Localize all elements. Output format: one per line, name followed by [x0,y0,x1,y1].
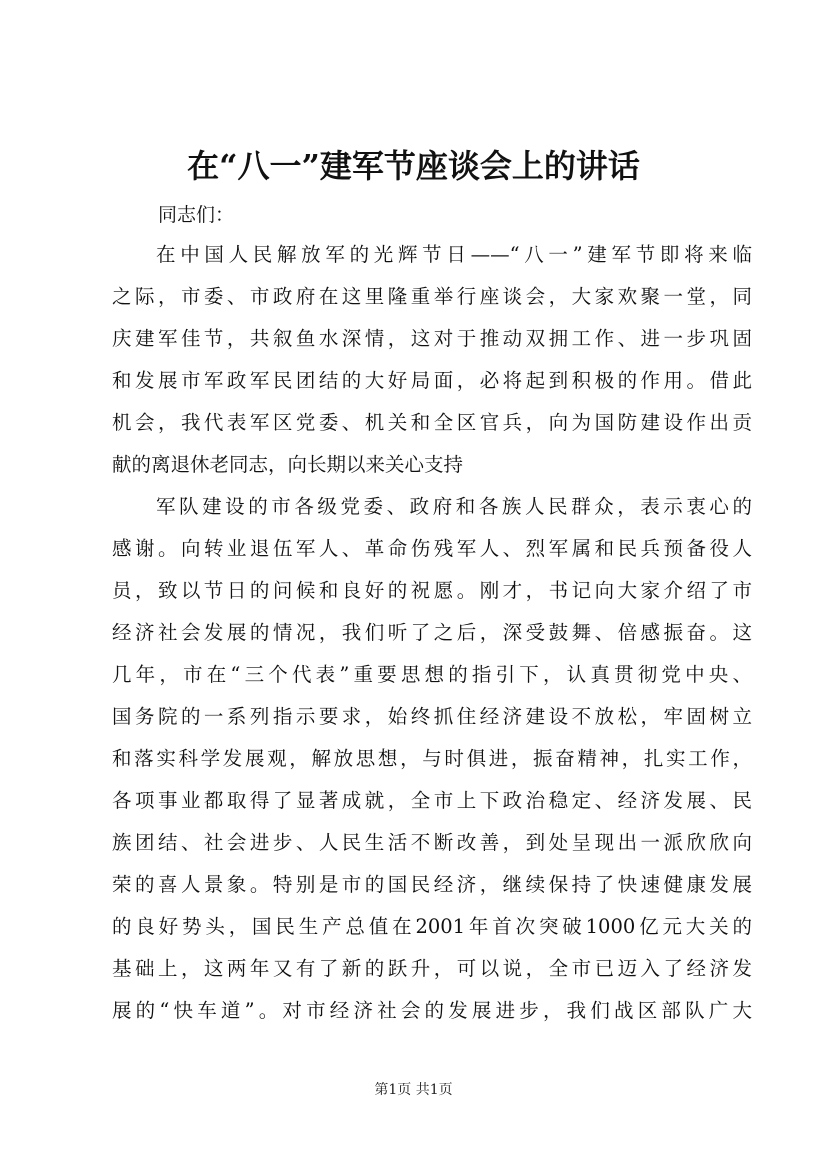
body-line: 族团结、社会进步、人民生活不断改善，到处呈现出一派欣欣向 [112,831,752,854]
page-title: 在“八一”建军节座谈会上的讲话 [187,147,640,185]
body-line: 各项事业都取得了显著成就，全市上下政治稳定、经济发展、民 [112,789,752,812]
body-line: 在中国人民解放军的光辉节日——“八一”建军节即将来临 [156,243,752,266]
salutation: 同志们： [158,204,235,226]
body-line: 献的离退休老同志，向长期以来关心支持 [112,453,464,476]
body-line: 之际，市委、市政府在这里隆重举行座谈会，大家欢聚一堂，同 [112,285,752,308]
body-line: 经济社会发展的情况，我们听了之后，深受鼓舞、倍感振奋。这 [112,621,752,644]
body-line: 的良好势头，国民生产总值在2001年首次突破1000亿元大关的 [112,915,752,938]
body-line: 军队建设的市各级党委、政府和各族人民群众，表示衷心的 [156,495,752,518]
body-line: 员，致以节日的问候和良好的祝愿。刚才，书记向大家介绍了市 [112,579,752,602]
body-line: 和发展市军政军民团结的大好局面，必将起到积极的作用。借此 [112,369,752,392]
page-footer: 第1页 共1页 [374,1082,453,1098]
body-line: 国务院的一系列指示要求，始终抓住经济建设不放松，牢固树立 [112,705,752,728]
body-line: 机会，我代表军区党委、机关和全区官兵，向为国防建设作出贡 [112,411,752,434]
body-line: 几年，市在“三个代表”重要思想的指引下，认真贯彻党中央、 [112,663,752,686]
body-line: 展的“快车道”。对市经济社会的发展进步，我们战区部队广大 [112,999,752,1022]
body-line: 和落实科学发展观，解放思想，与时俱进，振奋精神，扎实工作， [112,747,752,770]
body-line: 荣的喜人景象。特别是市的国民经济，继续保持了快速健康发展 [112,873,752,896]
body-line: 感谢。向转业退伍军人、革命伤残军人、烈军属和民兵预备役人 [112,537,752,560]
body-line: 庆建军佳节，共叙鱼水深情，这对于推动双拥工作、进一步巩固 [112,327,752,350]
body-line: 基础上，这两年又有了新的跃升，可以说，全市已迈入了经济发 [112,957,752,980]
